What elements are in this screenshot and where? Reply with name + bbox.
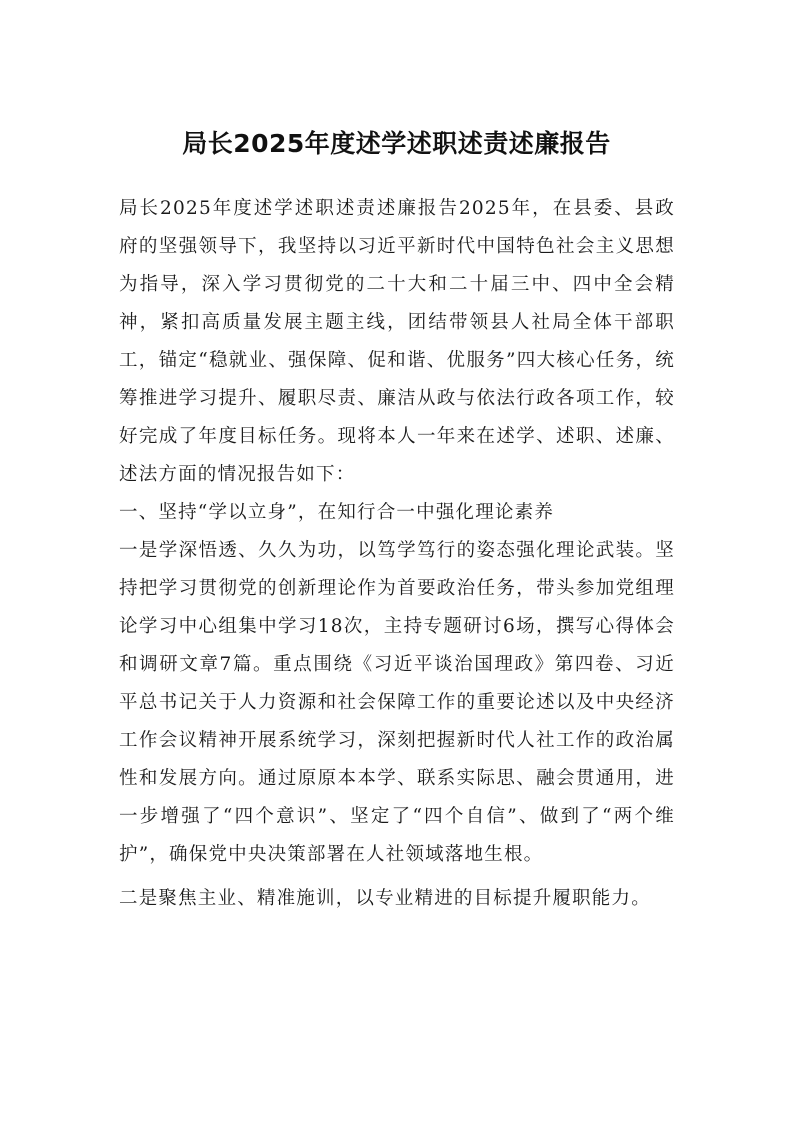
body-paragraph: 二是聚焦主业、精准施训，以专业精进的目标提升履职能力。 — [119, 888, 651, 909]
body-paragraph: 一是学深悟透、久久为功，以笃学笃行的姿态强化理论武装。坚持把学习贯彻党的创新理论作为首要政治任务，带头参加党组理论学习中心组集中学习18次，主持专题研讨6场，撰写心得体会和调研文章7篇。重点围绕《习近平谈治国理政》第四卷、习近平总书记关于人力资源和社会保障工作的重要论述以及中央经济工作会议精神开展系统学习，深刻把握新时代人社工作的政治属性和发展方向。通过原原本本学、联系实际思、融会贯通用，进一步增强了“四个意识”、坚定了“四个自信”、做到了“两个维护”，确保党中央决策部署在人社领域落地生根。 — [119, 540, 675, 865]
document-title: 局长2025年度述学述职述责述廉报告 — [182, 129, 611, 158]
section-heading: 一、坚持“学以立身”，在知行合一中强化理论素养 — [119, 502, 555, 523]
intro-paragraph: 局长2025年度述学述职述责述廉报告2025年，在县委、县政府的坚强领导下，我坚持以习近平新时代中国特色社会主义思想为指导，深入学习贯彻党的二十大和二十届三中、四中全会精神，紧扣高质量发展主题主线，团结带领县人社局全体干部职工，锚定“稳就业、强保障、促和谐、优服务”四大核心任务，统筹推进学习提升、履职尽责、廉洁从政与依法行政各项工作，较好完成了年度目标任务。现将本人一年来在述学、述职、述廉、述法方面的情况报告如下： — [119, 198, 675, 485]
document-body — [119, 190, 675, 918]
